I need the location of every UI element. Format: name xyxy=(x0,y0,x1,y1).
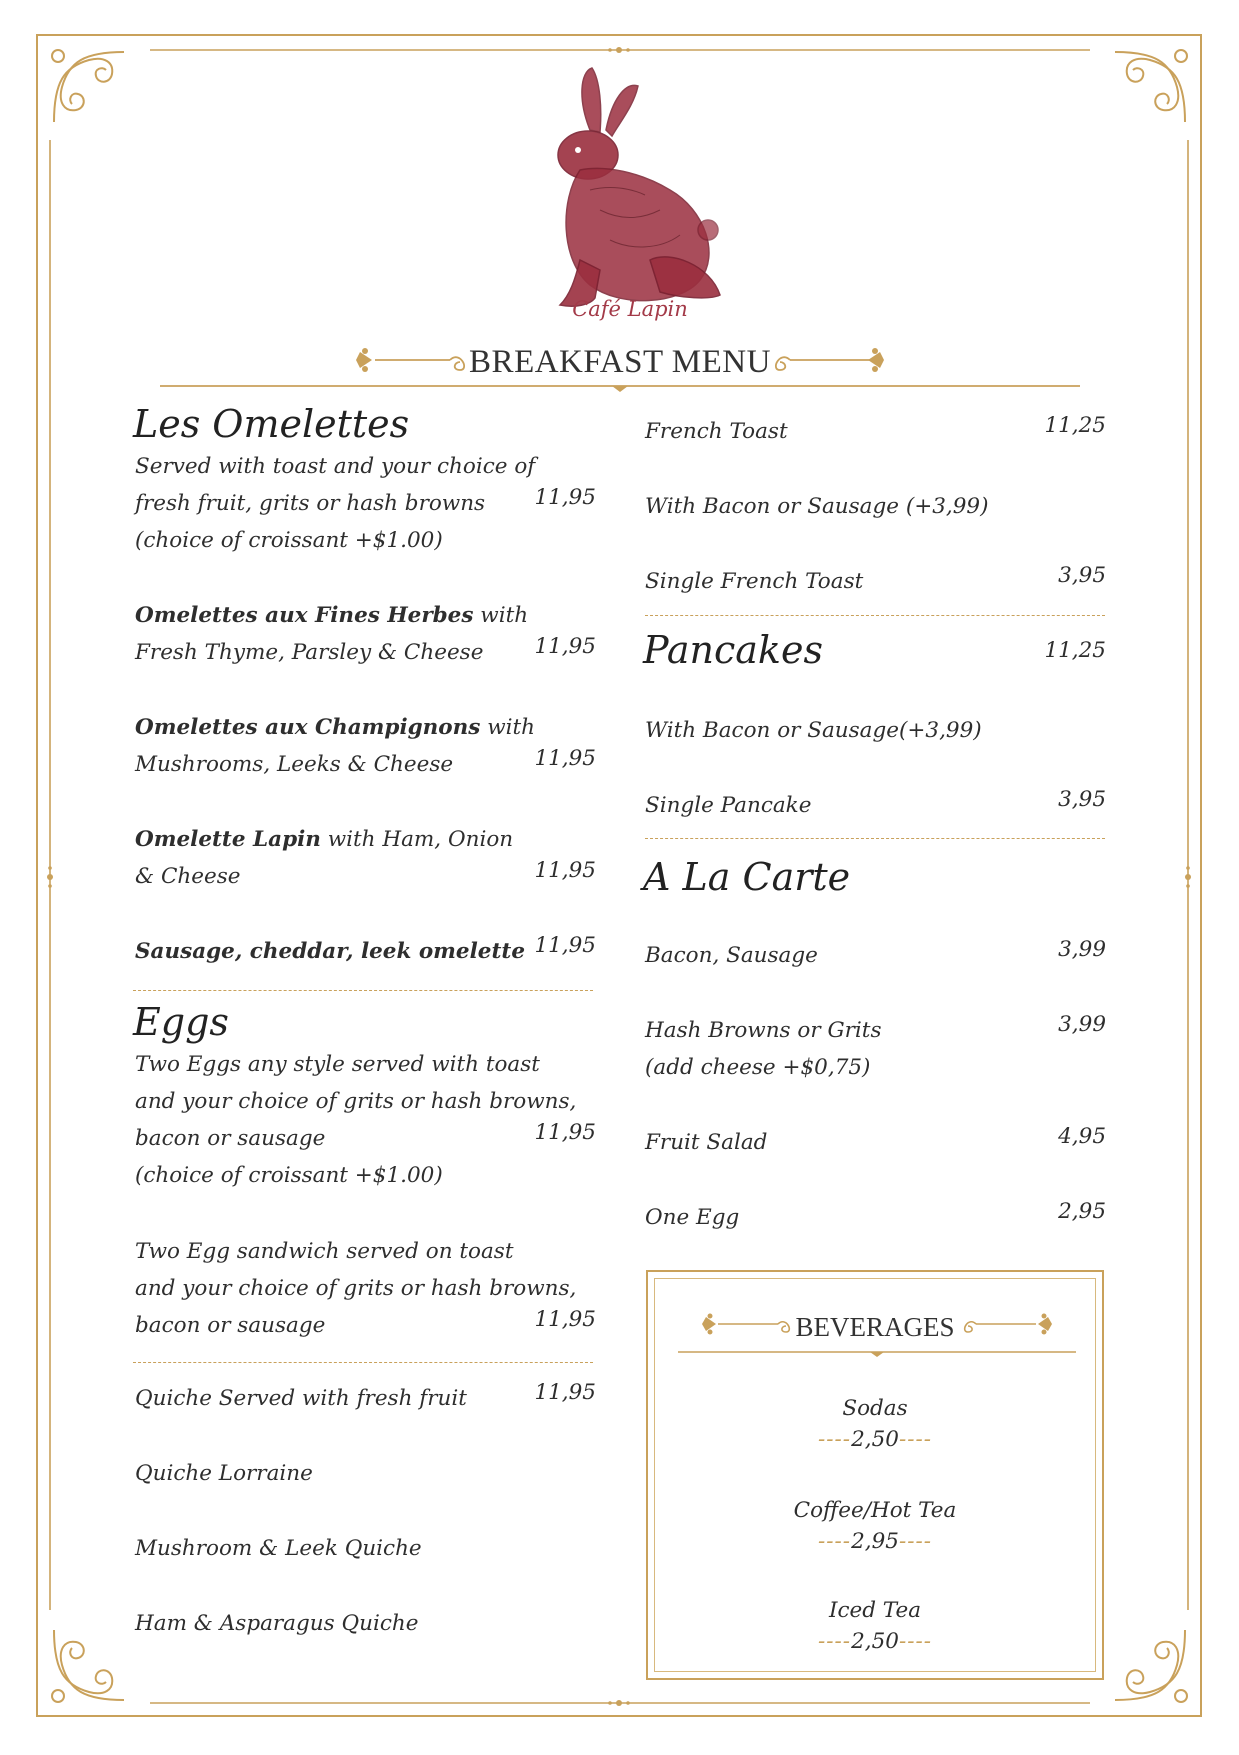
section-divider xyxy=(133,1362,593,1363)
a-la-carte-price: 3,99 xyxy=(1058,937,1106,962)
section-divider xyxy=(645,615,1105,616)
a-la-carte-item: Hash Browns or Grits xyxy=(645,1018,882,1043)
section-heading-a-la-carte: A La Carte xyxy=(643,855,851,899)
omelette-item xyxy=(135,709,535,747)
eggs-item-line: bacon or sausage xyxy=(135,1126,326,1151)
section-divider xyxy=(133,990,593,991)
omelette-item-price: 11,95 xyxy=(534,634,596,659)
quiche-item: Ham & Asparagus Quiche xyxy=(135,1611,419,1636)
omelette-item-price: 11,95 xyxy=(534,746,596,771)
brand-name: Café Lapin xyxy=(572,297,688,321)
omelette-intro-price: 11,95 xyxy=(534,485,596,510)
omelette-intro-line1: Served with toast and your choice of xyxy=(135,454,536,479)
eggs-item-line: and your choice of grits or hash browns, xyxy=(135,1276,577,1301)
beverage-price-row: ----2,50---- xyxy=(818,1427,932,1452)
section-heading-pancakes: Pancakes xyxy=(643,628,823,672)
omelette-item-name: Omelette Lapin xyxy=(135,827,321,852)
eggs-item-line: Two Eggs any style served with toast xyxy=(135,1052,540,1077)
omelette-item-desc: Mushrooms, Leeks & Cheese xyxy=(135,752,454,777)
eggs-item-price: 11,95 xyxy=(534,1120,596,1145)
beverages-box xyxy=(646,1270,1104,1680)
omelette-item-name: Omelettes aux Fines Herbes xyxy=(135,603,474,628)
single-french-toast-price: 3,95 xyxy=(1058,563,1106,588)
eggs-item-line: and your choice of grits or hash browns, xyxy=(135,1089,577,1114)
omelette-item-name: Sausage, cheddar, leek omelette xyxy=(135,939,526,964)
section-heading-omelettes: Les Omelettes xyxy=(133,402,410,446)
beverage-name: Sodas xyxy=(842,1396,908,1421)
a-la-carte-item-sub: (add cheese +$0,75) xyxy=(645,1055,871,1080)
beverage-price-row: ----2,95---- xyxy=(818,1529,932,1554)
beverages-heading: BEVERAGES xyxy=(795,1312,955,1342)
omelette-item xyxy=(135,821,513,859)
menu-title: BREAKFAST MENU xyxy=(469,344,771,380)
pancakes-addon: With Bacon or Sausage(+3,99) xyxy=(645,718,982,743)
eggs-item-line: bacon or sausage xyxy=(135,1313,326,1338)
section-heading-eggs: Eggs xyxy=(133,1000,229,1044)
beverage-name: Coffee/Hot Tea xyxy=(793,1498,957,1523)
omelette-intro-line3: (choice of croissant +$1.00) xyxy=(135,528,443,553)
a-la-carte-item: Fruit Salad xyxy=(645,1130,768,1155)
single-french-toast: Single French Toast xyxy=(645,569,864,594)
omelette-intro-line2: fresh fruit, grits or hash browns xyxy=(135,491,486,516)
a-la-carte-item: Bacon, Sausage xyxy=(645,943,818,968)
omelette-item-name: Omelettes aux Champignons xyxy=(135,715,481,740)
eggs-item-price: 11,95 xyxy=(534,1307,596,1332)
section-divider xyxy=(645,838,1105,839)
eggs-item-line: Two Egg sandwich served on toast xyxy=(135,1239,514,1264)
quiche-item: Quiche Lorraine xyxy=(135,1461,313,1486)
a-la-carte-item: One Egg xyxy=(645,1205,740,1230)
omelette-item xyxy=(135,933,525,971)
a-la-carte-price: 4,95 xyxy=(1058,1124,1106,1149)
beverage-price-row: ----2,50---- xyxy=(818,1629,932,1654)
pancakes-price: 11,25 xyxy=(1044,638,1106,663)
omelette-item-desc: Fresh Thyme, Parsley & Cheese xyxy=(135,640,484,665)
omelette-item-price: 11,95 xyxy=(534,858,596,883)
french-toast-name: French Toast xyxy=(645,419,788,444)
beverage-price: 2,50 xyxy=(851,1629,899,1654)
a-la-carte-price: 3,99 xyxy=(1058,1012,1106,1037)
eggs-item-line: (choice of croissant +$1.00) xyxy=(135,1163,443,1188)
omelette-item-with: with xyxy=(473,603,529,628)
omelette-item-price: 11,95 xyxy=(534,933,596,958)
quiche-item: Mushroom & Leek Quiche xyxy=(135,1536,422,1561)
single-pancake: Single Pancake xyxy=(645,793,812,818)
omelette-item-with: with Ham, Onion xyxy=(320,827,514,852)
french-toast-price: 11,25 xyxy=(1044,413,1106,438)
beverage-price: 2,50 xyxy=(851,1427,899,1452)
quiche-header: Quiche Served with fresh fruit xyxy=(135,1386,467,1411)
beverage-price: 2,95 xyxy=(851,1529,899,1554)
a-la-carte-price: 2,95 xyxy=(1058,1199,1106,1224)
beverage-name: Iced Tea xyxy=(828,1598,922,1623)
omelette-item-with: with xyxy=(480,715,535,740)
quiche-price: 11,95 xyxy=(534,1380,596,1405)
title-row xyxy=(160,340,1080,400)
omelette-item xyxy=(135,597,528,635)
omelette-item-desc: & Cheese xyxy=(135,864,241,889)
single-pancake-price: 3,95 xyxy=(1058,787,1106,812)
french-toast-addon: With Bacon or Sausage (+3,99) xyxy=(645,494,989,519)
